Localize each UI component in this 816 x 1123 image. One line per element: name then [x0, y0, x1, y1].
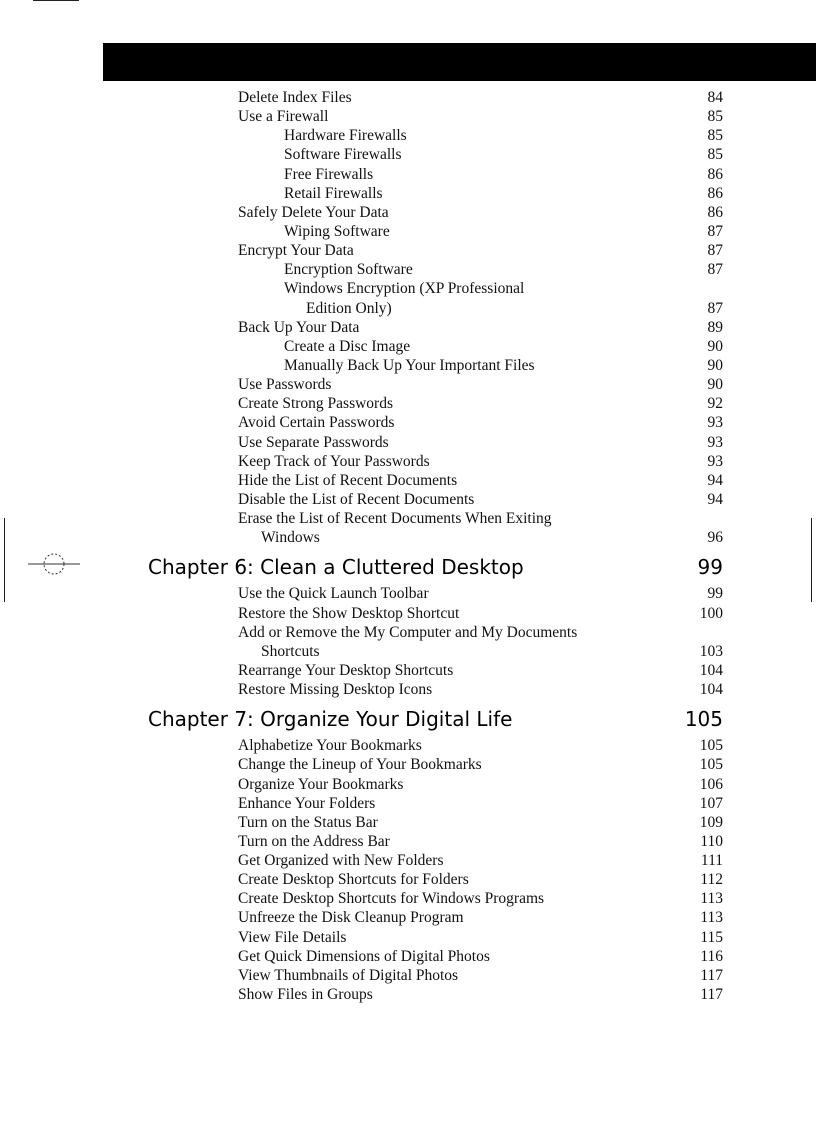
toc-entry[interactable] [0, 584, 816, 603]
toc-entry[interactable] [0, 452, 816, 471]
toc-entry[interactable] [0, 145, 816, 164]
toc-entry[interactable] [0, 851, 816, 870]
toc-entry[interactable] [0, 241, 816, 260]
entry-page-number: 111 [700, 852, 723, 870]
toc-entry[interactable] [0, 642, 816, 661]
entry-page-number: 112 [700, 871, 723, 889]
toc-entry[interactable] [0, 928, 816, 947]
table-of-contents [0, 88, 816, 1004]
toc-entry[interactable] [0, 661, 816, 680]
entry-page-number: 99 [707, 585, 723, 603]
entry-title: Avoid Certain Passwords [238, 414, 395, 432]
entry-title: Back Up Your Data [238, 318, 360, 336]
entry-title: Unfreeze the Disk Cleanup Program [238, 909, 464, 927]
entry-title: Wiping Software [284, 222, 390, 240]
entry-title: Keep Track of Your Passwords [238, 452, 430, 470]
entry-page-number: 84 [707, 89, 723, 106]
entry-page-number: 109 [699, 813, 723, 831]
toc-entry[interactable] [0, 203, 816, 222]
toc-entry[interactable] [0, 813, 816, 832]
toc-entry[interactable] [0, 623, 816, 642]
entry-title: Enhance Your Folders [238, 794, 376, 812]
toc-entry[interactable] [0, 126, 816, 145]
entry-page-number: 87 [707, 299, 723, 317]
entry-title: Edition Only) [306, 299, 392, 317]
toc-entry[interactable] [0, 165, 816, 184]
chapter-title: Chapter 7: Organize Your Digital Life [148, 707, 513, 732]
entry-title: Organize Your Bookmarks [238, 775, 404, 793]
toc-entry[interactable] [0, 870, 816, 889]
entry-title: View Thumbnails of Digital Photos [238, 966, 459, 984]
toc-entry[interactable] [0, 413, 816, 432]
chapter-heading[interactable] [0, 706, 816, 733]
entry-page-number: 106 [699, 775, 723, 793]
entry-title: Add or Remove the My Computer and My Documents [238, 623, 578, 641]
entry-title: Shortcuts [261, 642, 320, 660]
entry-title: Erase the List of Recent Documents When Exiting [238, 510, 552, 528]
header-bar [103, 43, 816, 81]
entry-page-number: 94 [707, 490, 723, 508]
entry-title: Use the Quick Launch Toolbar [238, 585, 429, 603]
crop-mark [33, 0, 79, 1]
toc-entry[interactable] [0, 375, 816, 394]
entry-page-number: 117 [700, 986, 723, 1004]
entry-title: Get Organized with New Folders [238, 852, 444, 870]
toc-entry[interactable] [0, 394, 816, 413]
entry-title: Get Quick Dimensions of Digital Photos [238, 947, 490, 965]
toc-entry[interactable] [0, 947, 816, 966]
chapter-title: Chapter 6: Clean a Cluttered Desktop [148, 555, 524, 580]
entry-page-number: 105 [699, 756, 723, 774]
entry-title: Windows Encryption (XP Professional [284, 280, 525, 298]
entry-page-number: 110 [700, 832, 723, 850]
toc-entry[interactable] [0, 337, 816, 356]
entry-page-number: 87 [707, 242, 723, 260]
entry-title: Safely Delete Your Data [238, 203, 389, 221]
toc-entry[interactable] [0, 832, 816, 851]
entry-page-number: 113 [700, 909, 723, 927]
entry-page-number: 90 [707, 376, 723, 394]
entry-page-number: 86 [707, 203, 723, 221]
entry-page-number: 93 [707, 433, 723, 451]
entry-title: Hide the List of Recent Documents [238, 471, 458, 489]
toc-entry[interactable] [0, 775, 816, 794]
entry-page-number: 89 [707, 318, 723, 336]
entry-page-number: 115 [700, 928, 723, 946]
entry-title: Create Desktop Shortcuts for Folders [238, 871, 469, 889]
entry-title: Retail Firewalls [284, 184, 383, 202]
entry-page-number: 103 [699, 642, 723, 660]
entry-page-number: 86 [707, 165, 723, 183]
entry-title: Create Strong Passwords [238, 395, 393, 413]
entry-page-number: 86 [707, 184, 723, 202]
entry-title: Hardware Firewalls [284, 127, 407, 145]
entry-page-number: 100 [699, 604, 723, 622]
entry-title: Show Files in Groups [238, 986, 373, 1004]
entry-title: Change the Lineup of Your Bookmarks [238, 756, 482, 774]
toc-entry[interactable] [0, 509, 816, 528]
toc-entry[interactable] [0, 222, 816, 241]
entry-title: Encrypt Your Data [238, 242, 354, 260]
toc-entry[interactable] [0, 794, 816, 813]
entry-title: Software Firewalls [284, 146, 402, 164]
toc-entry[interactable] [0, 490, 816, 509]
toc-entry[interactable] [0, 260, 816, 279]
toc-entry[interactable] [0, 908, 816, 927]
toc-entry[interactable] [0, 279, 816, 298]
entry-title: Turn on the Status Bar [238, 813, 378, 831]
toc-entry[interactable] [0, 107, 816, 126]
toc-entry[interactable] [0, 966, 816, 985]
entry-title: Alphabetize Your Bookmarks [238, 737, 422, 755]
entry-page-number: 94 [707, 471, 723, 489]
entry-title: Manually Back Up Your Important Files [284, 356, 535, 374]
entry-page-number: 85 [707, 127, 723, 145]
toc-entry[interactable] [0, 604, 816, 623]
entry-page-number: 105 [699, 737, 723, 755]
entry-page-number: 87 [707, 222, 723, 240]
entry-page-number: 93 [707, 452, 723, 470]
entry-title: Free Firewalls [284, 165, 374, 183]
entry-title: Rearrange Your Desktop Shortcuts [238, 661, 454, 679]
toc-entry[interactable] [0, 184, 816, 203]
entry-page-number: 93 [707, 414, 723, 432]
entry-title: Use Separate Passwords [238, 433, 389, 451]
entry-page-number: 92 [707, 395, 723, 413]
toc-entry[interactable] [0, 755, 816, 774]
entry-title: Turn on the Address Bar [238, 832, 390, 850]
entry-page-number: 85 [707, 108, 723, 126]
entry-page-number: 117 [700, 966, 723, 984]
entry-page-number: 116 [700, 947, 723, 965]
chapter-page-number: 105 [684, 707, 723, 732]
entry-title: Delete Index Files [238, 89, 352, 106]
entry-page-number: 96 [707, 529, 723, 547]
entry-title: Use Passwords [238, 376, 332, 394]
entry-page-number: 85 [707, 146, 723, 164]
toc-entry[interactable] [0, 680, 816, 699]
toc-entry[interactable] [0, 299, 816, 318]
entry-title: Create Desktop Shortcuts for Windows Programs [238, 890, 545, 908]
entry-title: Windows [261, 529, 320, 547]
entry-title: Create a Disc Image [284, 337, 411, 355]
entry-page-number: 107 [699, 794, 723, 812]
chapter-page-number: 99 [697, 555, 723, 580]
entry-page-number: 90 [707, 337, 723, 355]
entry-page-number: 90 [707, 356, 723, 374]
entry-page-number: 87 [707, 261, 723, 279]
entry-title: Restore Missing Desktop Icons [238, 681, 433, 699]
entry-page-number: 104 [699, 681, 723, 699]
entry-title: Encryption Software [284, 261, 413, 279]
toc-entry[interactable] [0, 889, 816, 908]
toc-entry[interactable] [0, 318, 816, 337]
entry-title: Restore the Show Desktop Shortcut [238, 604, 460, 622]
toc-entry[interactable] [0, 471, 816, 490]
toc-entry[interactable] [0, 356, 816, 375]
entry-title: Disable the List of Recent Documents [238, 490, 475, 508]
entry-title: View File Details [238, 928, 347, 946]
toc-entry[interactable] [0, 736, 816, 755]
toc-entry[interactable] [0, 88, 816, 107]
toc-entry[interactable] [0, 985, 816, 1004]
toc-entry[interactable] [0, 433, 816, 452]
entry-page-number: 113 [700, 890, 723, 908]
entry-title: Use a Firewall [238, 108, 329, 126]
chapter-heading[interactable] [0, 554, 816, 581]
entry-page-number: 104 [699, 661, 723, 679]
toc-entry[interactable] [0, 528, 816, 547]
